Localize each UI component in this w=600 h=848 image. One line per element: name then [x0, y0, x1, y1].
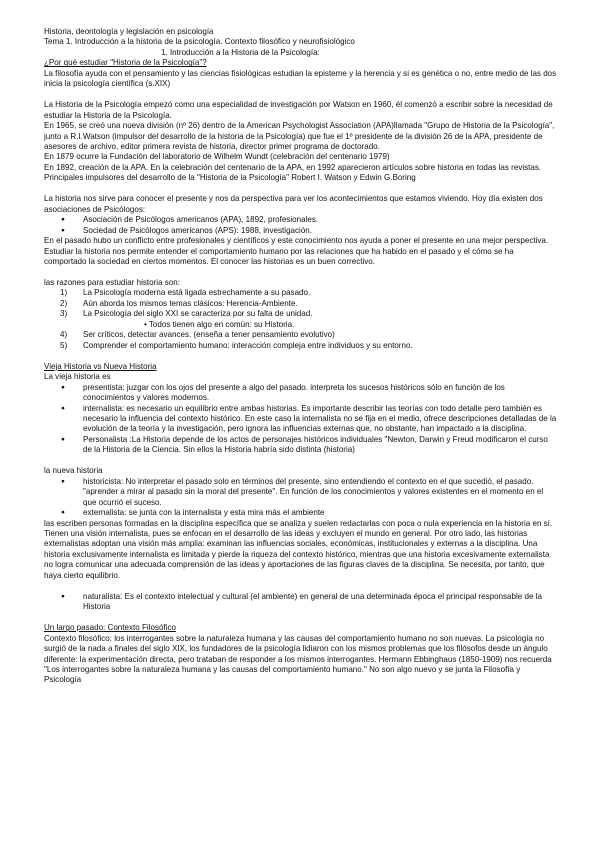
reasons-list: [44, 288, 558, 319]
topic-title: Tema 1. Introducción a la historia de la psicología. Contexto filosófico y neurofisiológico: [44, 37, 355, 47]
list-item: 4) Ser críticos, detectar avances. (enseña a tener pensamiento evolutivo): [60, 330, 335, 340]
section-title: 1. Introducción a la Historia de la Psicología:: [161, 47, 320, 57]
why-paragraph-4: En 1879 ocurre la Fundación del laboratorio de Wilhelm Wundt (celebración del centenario 1979): [44, 152, 390, 162]
list-item: 2) Aún aborda los mismos temas clásicos: Herencia-Ambiente.: [60, 298, 298, 308]
reasons-list-continued: [44, 330, 558, 351]
list-item: ● externalista: se junta con la internalista y esta mira más el ambiente: [44, 508, 558, 518]
old-new-heading: Vieja Historia vs Nueva Historia: [44, 361, 157, 371]
document-page: [44, 27, 558, 686]
history-paragraph: las escriben personas formadas en la disciplina específica que se analiza y suelen redactarlas con poca o nula experiencia en la historia en sí. Tienen una visión internalista, pues se enfocan en el desarrollo de las ideas y excluyen el mundo en general. Por otro lado, las historias externalistas adoptan una visión más amplia: examinan las influencias sociales, económicas, institucionales y externas a la disciplina. Una historia exclusivamente internalista es limitada y pierde la riqueza del contexto histórico, mientras que una historia excesivamente externalista no logra comunicar una adecuada comprensión de las ideas y aportaciones de las figuras claves de la disciplina. Se necesita, por tanto, que haya cierto equilibrio.: [44, 518, 553, 580]
why-paragraph-2: La Historia de la Psicología empezó como una especialidad de investigación por Watson en 1960, él comenzó a escribir sobre la necesidad de estudiar la Historia de la Psicología.: [44, 100, 553, 120]
old-history-intro: La vieja historia es: [44, 372, 111, 382]
past-heading: Un largo pasado: Contexto Filosófico: [44, 623, 176, 633]
list-item: ● internalista: es necesario un equilibrio entre ambas historias. Es importante describir las teorías con todo detalle pero también es necesario la influencia del contexto histórico. En este caso la internalista no se fija en el medio, ofrece descripciones detalladas de la evolución de la teoría y la investigación, pero ignora las influencias externas que, no obstante, han impactado a la disciplina.: [44, 404, 558, 435]
doc-title: Historia, deontología y legislación en psicología: [44, 27, 214, 36]
list-item: ● Personalista :La Historia depende de los actos de personajes históricos individuales "Newton, Darwin y Freud modificaron el curso de la Historia de la Ciencia. Sin ellos la Historia habría sido distinta (historia): [44, 435, 558, 456]
new-history-intro: la nueva historia: [44, 466, 103, 476]
list-item: ● presentista: juzgar con los ojos del presente a algo del pasado. interpreta los sucesos históricos sólo en función de los conocimientos y valores modernos.: [44, 383, 558, 404]
why-paragraph-1: La filosofía ayuda con el pensamiento y las ciencias fisiológicas estudian la episteme y la herencia y si es genética o no, entre medio de las dos inicia la psicología científica (s.XIX): [44, 68, 557, 89]
why-paragraph-6: Principales impulsores del desarrollo de la "Historia de la Psicología" Robert I. Watson y Edwin G.Boring: [44, 173, 416, 183]
why-heading: ¿Por qué estudiar "Historia de la Psicología"?: [44, 58, 207, 68]
list-item: ● historicista: No interpretar el pasado solo en términos del presente, sino entendiendo el contexto en el que sucedió, el pasado. "aprender a mirar al pasado sin la moral del presente". En función de los conocimientos y valores existentes en el momento en el que ocurrió el suceso.: [44, 477, 558, 508]
present-paragraph-1: La historia nos sirve para conocer el presente y nos da perspectiva para ver los acontecimientos que estamos viviendo. Hoy día existen dos asociaciones de Psicólogos:: [44, 194, 543, 214]
past-paragraph: Contexto filosófico: los interrogantes sobre la naturaleza humana y las causas del comportamiento humano no son nuevas. La psicología no surgió de la nada a finales del siglo XIX, los fundadores de la psicología lidiaron con los mismos problemas que los filósofos desde un ángulo diferente: la experimentación directa, pero trataban de responder a los mismos interrogantes. Hermann Ebbinghaus (1850-1909) nos recuerda "Los interrogantes sobre la naturaleza humana y las causas del comportamiento humano." No son algo nuevo y se junta la Filosofía y Psicología: [44, 633, 552, 685]
why-paragraph-5: En 1892, creación de la APA. En la celebración del centenario de la APA, en 1992 aparecieron artículos sobre historia en todas las revistas.: [44, 162, 542, 172]
why-paragraph-3: En 1965, se creó una nueva división (nº 26) dentro de la American Psychologist Association (APA)llamada "Grupo de Historia de la Psicología", junto a R.I.Watson (impulsor del desarrollo de la historia de la Psicología) que fue el 1º presidente de la división 26 de la APA, presidente de asesores de archivo, editor primera revista de historia, director primer programa de doctorado.: [44, 121, 555, 152]
old-history-list: [44, 383, 558, 456]
list-item: ● Asociación de Psicólogos americanos (APA), 1892, profesionales.: [44, 215, 558, 225]
list-item: 1) La Psicología moderna está ligada estrechamente a su pasado.: [60, 288, 311, 298]
list-item: ● naturalista: Es el contexto intelectual y cultural (el ambiente) en general de una determinada época el principal responsable de la Historia: [44, 592, 558, 613]
list-item: 5) Comprender el comportamiento humano: interacción compleja entre individuos y su entorno.: [60, 340, 413, 350]
associations-list: [44, 215, 558, 236]
new-history-list: [44, 477, 558, 519]
list-item: ● Sociedad de Psicólogos americanos (APS): 1988, investigación.: [44, 226, 558, 236]
reasons-sub-bullet: • Todos tienen algo en común: su Historia.: [144, 319, 295, 329]
list-item: 3) La Psicología del siglo XXI se caracteriza por su falta de unidad.: [60, 309, 313, 319]
naturalista-list: [44, 592, 558, 613]
reasons-intro: las razones para estudiar historia son:: [44, 278, 180, 288]
present-paragraph-2: En el pasado hubo un conflicto entre profesionales y científicos y este conocimiento nos ayuda a poner el presente en una mejor perspectiva. Estudiar la historia nos permite entender el comportamiento humano por las relaciones que ha habido en el pasado y el cómo se ha comportado la sociedad en ciertos momentos. El conocer las historias es un buen correctivo.: [44, 236, 549, 267]
